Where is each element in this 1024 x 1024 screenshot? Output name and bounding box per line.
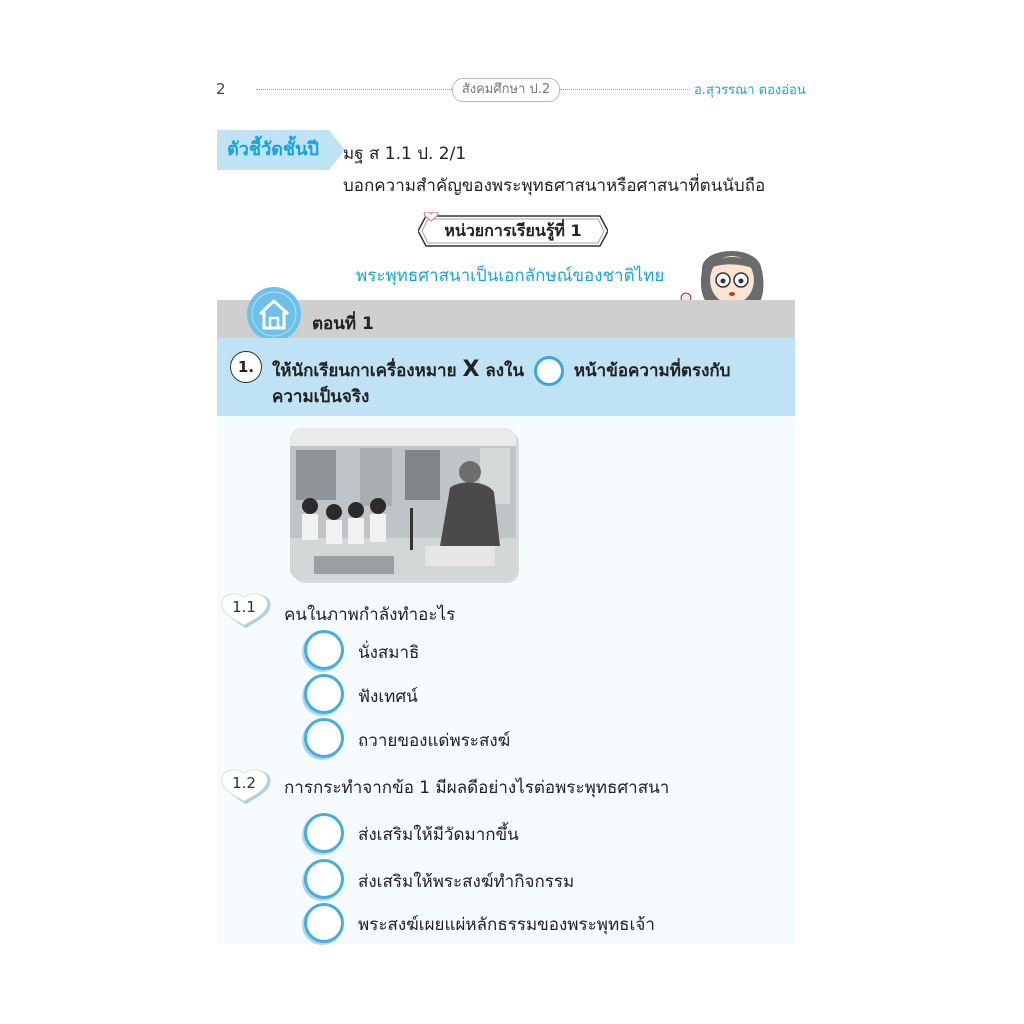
unit-subtitle: พระพุทธศาสนาเป็นเอกลักษณ์ของชาติไทย xyxy=(356,266,665,286)
question-number-1-1: 1.1 xyxy=(232,598,256,616)
monk-sermon-photo xyxy=(290,428,516,580)
instruction-line-1 xyxy=(272,356,730,386)
header-divider-left xyxy=(256,89,452,90)
indicator-description: บอกความสำคัญของพระพุทธศาสนาหรือศาสนาที่ตนนับถือ xyxy=(343,176,766,196)
option-text-1-1-b: ฟังเทศน์ xyxy=(358,687,418,707)
answer-checkbox-1-1-b[interactable] xyxy=(304,674,344,714)
instruction-line-2: ความเป็นจริง xyxy=(272,387,370,407)
unit-banner xyxy=(418,212,608,250)
book-title: สังคมศึกษา ป.2 xyxy=(452,78,560,102)
instruction-text-after-mark: ลงใน xyxy=(485,361,524,381)
part-title: ตอนที่ 1 xyxy=(312,314,374,334)
question-badge-1-2 xyxy=(220,766,274,800)
question-text-1-2: การกระทำจากข้อ 1 มีผลดีอย่างไรต่อพระพุทธศาสนา xyxy=(284,778,670,798)
author-name: อ.สุวรรณา ตองอ่อน xyxy=(694,83,806,98)
answer-checkbox-1-2-b[interactable] xyxy=(304,859,344,899)
answer-checkbox-1-2-c[interactable] xyxy=(304,903,344,943)
x-mark-icon: X xyxy=(462,357,480,382)
unit-title: หน่วยการเรียนรู้ที่ 1 xyxy=(444,221,582,240)
question-number-1-2: 1.2 xyxy=(232,774,256,792)
question-badge-1-1 xyxy=(220,590,274,624)
instruction-text-before-mark: ให้นักเรียนกาเครื่องหมาย xyxy=(272,361,457,381)
question-text-1-1: คนในภาพกำลังทำอะไร xyxy=(284,605,456,625)
option-text-1-1-c: ถวายของแด่พระสงฆ์ xyxy=(358,731,511,751)
answer-checkbox-1-1-c[interactable] xyxy=(304,718,344,758)
question-number-badge: 1. xyxy=(230,351,262,383)
page-number: 2 xyxy=(216,80,226,98)
indicator-tag: ตัวชี้วัดชั้นปี xyxy=(217,130,329,170)
indicator-code: มฐ ส 1.1 ป. 2/1 xyxy=(343,144,467,164)
header-divider-right xyxy=(560,89,690,90)
answer-checkbox-1-2-a[interactable] xyxy=(304,813,344,853)
answer-circle-icon xyxy=(534,356,564,386)
option-text-1-2-c: พระสงฆ์เผยแผ่หลักธรรมของพระพุทธเจ้า xyxy=(358,915,655,935)
part-header-bar xyxy=(217,300,795,338)
instruction-text-after-circle: หน้าข้อความที่ตรงกับ xyxy=(573,361,731,381)
answer-checkbox-1-1-a[interactable] xyxy=(304,630,344,670)
option-text-1-1-a: นั่งสมาธิ xyxy=(358,643,420,663)
option-text-1-2-a: ส่งเสริมให้มีวัดมากขึ้น xyxy=(358,825,519,845)
home-icon xyxy=(246,286,302,342)
option-text-1-2-b: ส่งเสริมให้พระสงฆ์ทำกิจกรรม xyxy=(358,872,575,892)
photo-illustration xyxy=(290,428,516,580)
